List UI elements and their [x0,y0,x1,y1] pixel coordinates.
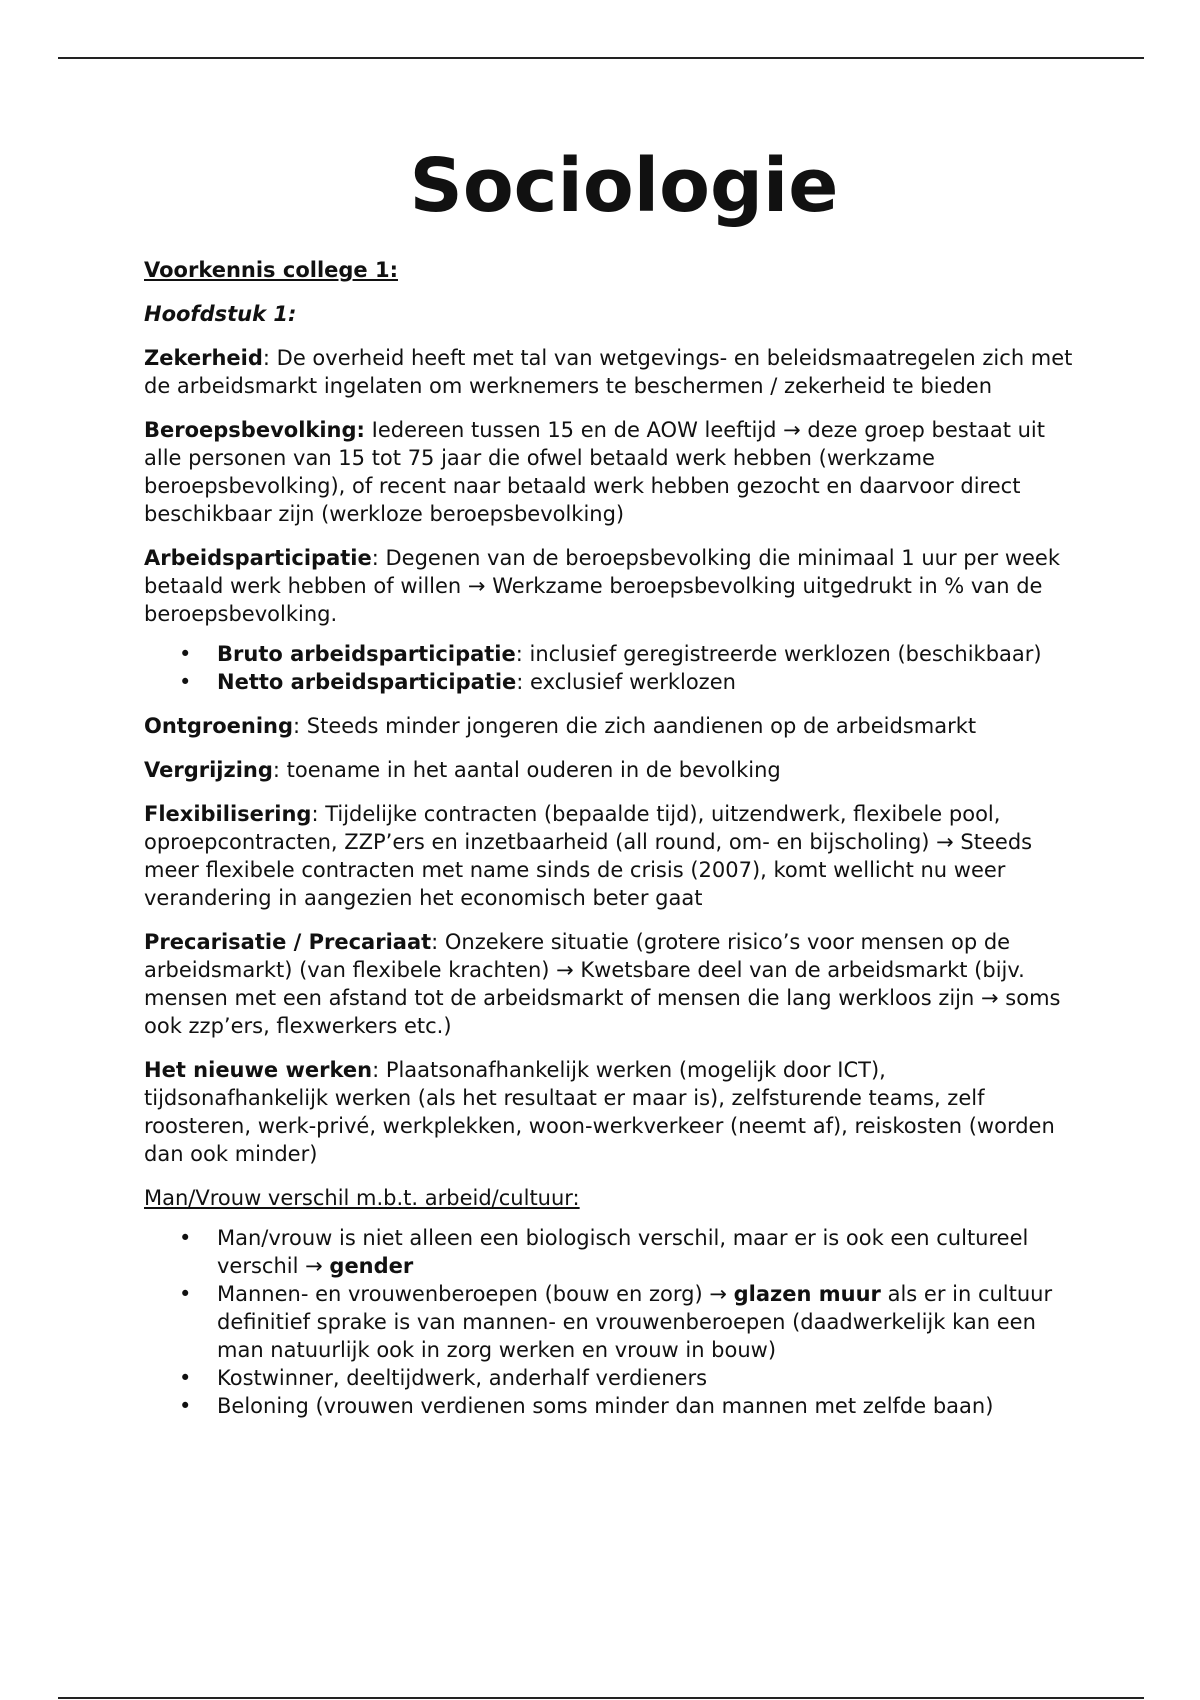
term: Bruto arbeidsparticipatie [217,642,516,666]
item-text: Man/vrouw is niet alleen een biologisch verschil, maar er is ook een cultureel verschil → [217,1226,1029,1278]
document-body [144,138,1074,1436]
definition-vergrijzing [144,756,1074,784]
chapter-heading: Hoofdstuk 1: [144,302,297,326]
gender-heading: Man/Vrouw verschil m.b.t. arbeid/cultuur: [144,1186,580,1210]
term: Het nieuwe werken [144,1058,373,1082]
item-text: : exclusief werklozen [516,670,736,694]
item-text: Beloning (vrouwen verdienen soms minder dan mannen met zelfde baan) [217,1394,994,1418]
definition-text: : Onzekere situatie (grotere risico’s voor mensen op de arbeidsmarkt) (van flexibele krachten) → Kwetsbare deel van de arbeidsmarkt (bijv. mensen met een afstand tot de arbeidsmarkt of mensen die lang werkloos zijn → soms ook zzp’ers, flexwerkers etc.) [144,930,1061,1038]
definition-text: : toename in het aantal ouderen in de bevolking [272,758,781,782]
definition-text: : Steeds minder jongeren die zich aandienen op de arbeidsmarkt [293,714,977,738]
list-item [217,1392,1074,1420]
list-item-bruto [217,640,1074,668]
definition-arbeidsparticipatie [144,544,1074,628]
definition-text: : De overheid heeft met tal van wetgevings- en beleidsmaatregelen zich met de arbeidsmarkt ingelaten om werknemers te beschermen / zekerheid te bieden [144,346,1073,398]
item-bold: gender [329,1254,414,1278]
header-rule [58,57,1144,59]
definition-precarisatie [144,928,1074,1040]
list-item-netto [217,668,1074,696]
list-item [217,1280,1074,1364]
item-text: Kostwinner, deeltijdwerk, anderhalf verdieners [217,1366,708,1390]
term: Vergrijzing [144,758,273,782]
list-item [217,1364,1074,1392]
definition-zekerheid [144,344,1074,400]
list-item [217,1224,1074,1280]
term: Flexibilisering [144,802,312,826]
item-bold: glazen muur [733,1282,881,1306]
definition-nieuwe-werken [144,1056,1074,1168]
definition-text: : Plaatsonafhankelijk werken (mogelijk door ICT), tijdsonafhankelijk werken (als het resultaat er maar is), zelfsturende teams, zelf roosteren, werk-privé, werkplekken, woon-werkverkeer (neemt af), reiskosten (worden dan ook minder) [144,1058,1055,1166]
term: Arbeidsparticipatie [144,546,372,570]
term: Beroepsbevolking: [144,418,365,442]
participation-list [144,640,1074,696]
term: Netto arbeidsparticipatie [217,670,517,694]
term: Precarisatie / Precariaat [144,930,432,954]
definition-text: Iedereen tussen 15 en de AOW leeftijd → deze groep bestaat uit alle personen van 15 tot 75 jaar die ofwel betaald werk hebben (werkzame beroepsbevolking), of recent naar betaald werk hebben gezocht en daarvoor direct beschikbaar zijn (werkloze beroepsbevolking) [144,418,1045,526]
item-text: Mannen- en vrouwenberoepen (bouw en zorg) → [217,1282,734,1306]
definition-text: : Degenen van de beroepsbevolking die minimaal 1 uur per week betaald werk hebben of willen → Werkzame beroepsbevolking uitgedrukt in % van de beroepsbevolking. [144,546,1060,626]
definition-text: : Tijdelijke contracten (bepaalde tijd), uitzendwerk, flexibele pool, oproepcontracten, ZZP’ers en inzetbaarheid (all round, om- en bijscholing) → Steeds meer flexibele contracten met name sinds de crisis (2007), komt wellicht nu weer verandering in aangezien het economisch beter gaat [144,802,1033,910]
definition-beroepsbevolking [144,416,1074,528]
footer-rule [58,1697,1144,1699]
term: Ontgroening [144,714,294,738]
definition-ontgroening [144,712,1074,740]
definition-flexibilisering [144,800,1074,912]
item-text: : inclusief geregistreerde werklozen (beschikbaar) [515,642,1042,666]
term: Zekerheid [144,346,263,370]
item-tail: als er in cultuur definitief sprake is van mannen- en vrouwenberoepen (daadwerkelijk kan een man natuurlijk ook in zorg werken en vrouw in bouw) [217,1282,1053,1362]
document-title: Sociologie [409,143,839,229]
section-heading: Voorkennis college 1: [144,258,398,282]
gender-list [144,1224,1074,1420]
